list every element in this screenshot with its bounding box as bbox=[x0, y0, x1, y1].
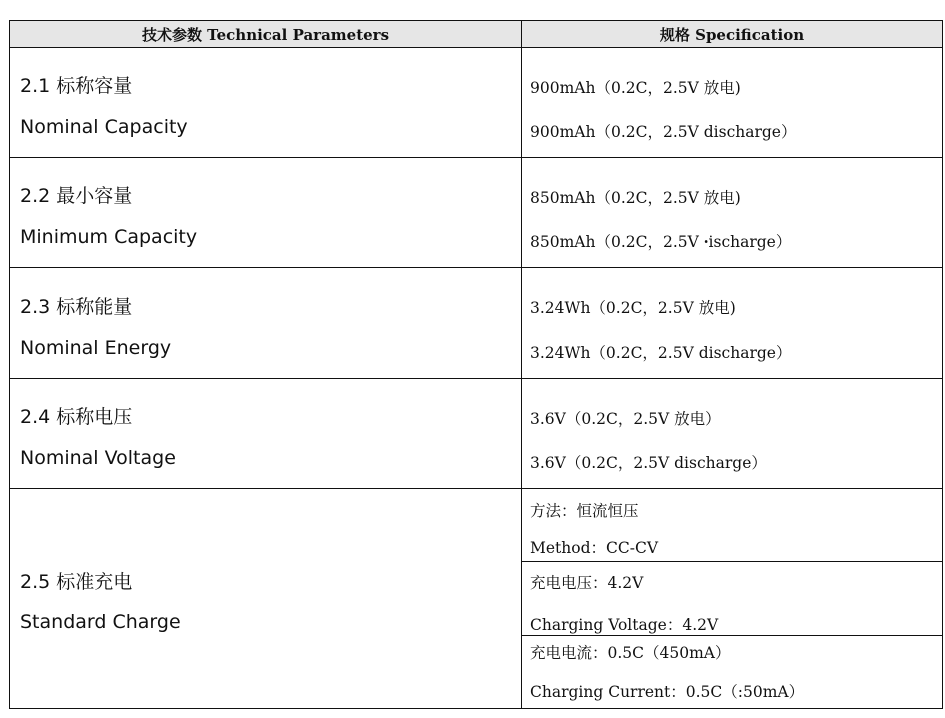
spec-value-cn: 3.6V（0.2C，2.5V 放电） bbox=[530, 410, 721, 428]
sub-row-divider bbox=[522, 561, 942, 562]
param-label-en: Nominal Voltage bbox=[20, 447, 176, 469]
table-header bbox=[10, 21, 942, 48]
param-label-cn: 2.4 标称电压 bbox=[20, 406, 133, 428]
charge-method-en: Method：CC-CV bbox=[530, 539, 659, 557]
charge-voltage-en: Charging Voltage：4.2V bbox=[530, 616, 719, 634]
spec-value-en: 850mAh（0.2C，2.5V ꞏischarge） bbox=[530, 233, 792, 251]
spec-value-cn: 900mAh（0.2C，2.5V 放电) bbox=[530, 79, 741, 97]
param-label-cn: 2.3 标称能量 bbox=[20, 296, 133, 318]
spec-value-en: 3.24Wh（0.2C，2.5V discharge） bbox=[530, 344, 792, 362]
charge-voltage-cn: 充电电压：4.2V bbox=[530, 574, 644, 592]
spec-value-cn: 850mAh（0.2C，2.5V 放电) bbox=[530, 189, 741, 207]
spec-table bbox=[9, 20, 943, 709]
header-technical-parameters: 技术参数 Technical Parameters bbox=[141, 26, 390, 44]
header-specification: 规格 Specification bbox=[659, 26, 805, 44]
spec-value-cn: 3.24Wh（0.2C，2.5V 放电) bbox=[530, 299, 736, 317]
param-label-en: Minimum Capacity bbox=[20, 226, 198, 248]
row-divider bbox=[10, 267, 942, 268]
spec-value-en: 900mAh（0.2C，2.5V discharge） bbox=[530, 123, 797, 141]
charge-current-en: Charging Current：0.5C（:50mA） bbox=[530, 683, 805, 701]
spec-value-en: 3.6V（0.2C，2.5V discharge） bbox=[530, 454, 767, 472]
row-divider bbox=[10, 157, 942, 158]
param-label-en: Standard Charge bbox=[20, 611, 181, 633]
column-divider bbox=[521, 21, 522, 708]
param-label-en: Nominal Energy bbox=[20, 337, 172, 359]
param-label-cn: 2.5 标准充电 bbox=[20, 571, 133, 593]
charge-current-cn: 充电电流：0.5C（450mA） bbox=[530, 644, 731, 662]
charge-method-cn: 方法：恒流恒压 bbox=[530, 502, 639, 520]
row-divider bbox=[10, 488, 942, 489]
sub-row-divider bbox=[522, 635, 942, 636]
row-divider bbox=[10, 378, 942, 379]
param-label-cn: 2.2 最小容量 bbox=[20, 185, 133, 207]
param-label-cn: 2.1 标称容量 bbox=[20, 75, 133, 97]
param-label-en: Nominal Capacity bbox=[20, 116, 188, 138]
